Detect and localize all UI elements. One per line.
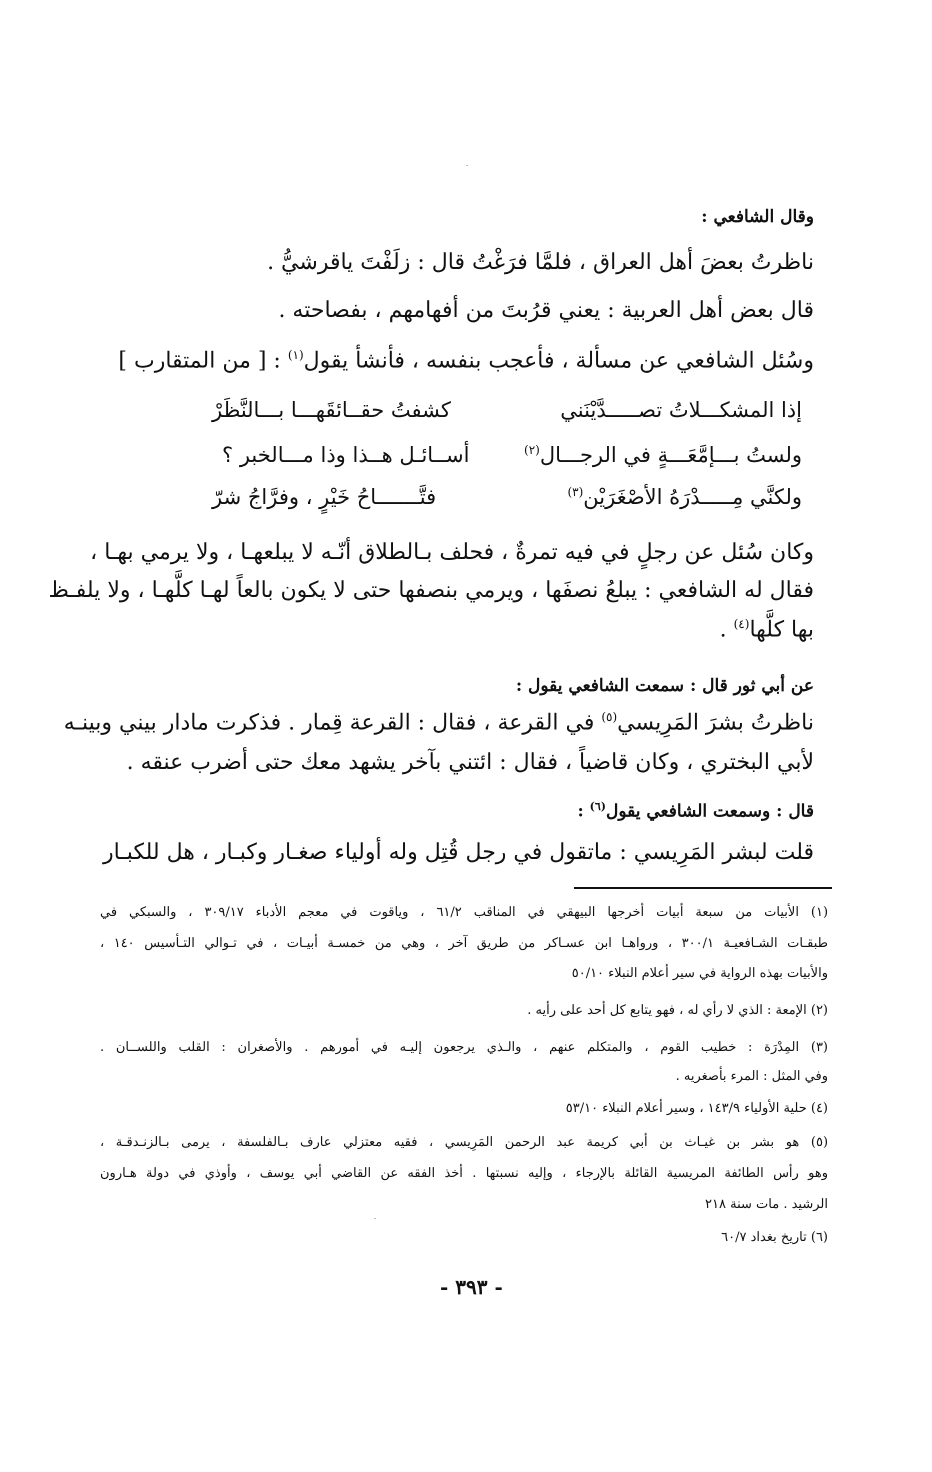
paragraph-text: : [ من المتقارب ] bbox=[118, 348, 288, 374]
footnote-ref: (٣) bbox=[567, 485, 584, 499]
verse-right bbox=[567, 485, 802, 509]
section-heading bbox=[577, 800, 814, 822]
verse-left: كشفتُ حقــائقَهـــا بـــالنَّظَرْ bbox=[212, 398, 451, 422]
page-number: - ٣٩٣ - bbox=[440, 1275, 503, 1299]
footnote-line: (٣) المِدْرَة : خطيب القوم ، والمتكلم عنهم ، والـذي يرجعون إليـه في أمورهم . والأصغران : القلب واللســان . bbox=[100, 1040, 828, 1055]
footnote-line: (٦) تاريخ بغداد ٦٠/٧ bbox=[721, 1230, 828, 1245]
footnote-line: طبقـات الشـافعيـة ٣٠٠/١ ، ورواهـا ابن عسـاكر من طريق آخر ، وهي من خمسـة أبيـات ، في تـوالي التـأسيس ١٤٠ ، bbox=[100, 936, 828, 951]
footnote-line: (٢) الإمعة : الذي لا رأي له ، فهو يتابع كل أحد على رأيه . bbox=[527, 1003, 828, 1018]
verse-right: إذا المشكـــلاتُ تصـــــدَّيْنَني bbox=[560, 398, 802, 422]
paragraph-line: وكان سُئل عن رجلٍ في فيه تمرةٌ ، فحلف بـالطلاق أنّـه لا يبلعهـا ، ولا يرمي بهـا ، bbox=[90, 540, 814, 565]
paragraph-line: لأبي البختري ، وكان قاضياً ، فقال : ائتني بآخر يشهد معك حتى أضرب عنقه . bbox=[126, 750, 814, 775]
footnote-ref: (٥) bbox=[601, 710, 618, 724]
footnote-line: (٥) هو بشر بن غيـاث بن أبي كريمة عبد الرحمن المَرِيسي ، فقيه معتزلي عارف بـالفلسفة ، يرمى بـالزنـدقـة ، bbox=[100, 1135, 829, 1150]
scan-speck bbox=[466, 165, 468, 166]
verse-text: ولكنَّي مِـــــدْرَهُ الأصْغَرَيْن bbox=[583, 485, 802, 509]
paragraph-text: وسُئل الشافعي عن مسألة ، فأعجب بنفسه ، فأنشأ يقول bbox=[303, 348, 814, 374]
verse-left: أســائـل هــذا وذا مـــالخبر ؟ bbox=[222, 443, 470, 467]
footnote-line: (١) الأبيات من سبعة أبيات أخرجها البيهقي في المناقب ٦١/٢ ، وياقوت في معجم الأدباء ٣٠٩/١٧ ، والسبكي في bbox=[100, 905, 829, 920]
verse-text: ولستُ بـــإمَّعَـــةٍ في الرجـــال bbox=[539, 443, 802, 467]
paragraph-line: قلت لبشر المَرِيسي : ماتقول في رجل قُتِل وله أولياء صغـار وكبـار ، هل للكبـار bbox=[103, 840, 814, 865]
paragraph-text: في القرعة ، فقال : القرعة قِمار . فذكرت مادار بيني وبينـه bbox=[63, 710, 602, 736]
paragraph: قال بعض أهل العربية : يعني قرُبتَ من أفهامهم ، بفصاحته . bbox=[278, 298, 814, 323]
verse-right bbox=[524, 443, 802, 467]
paragraph-line bbox=[63, 710, 814, 736]
footnote-ref: (٢) bbox=[524, 443, 540, 457]
paragraph-text: بها كلَّها bbox=[749, 617, 814, 643]
paragraph: ناظرتُ بعضَ أهل العراق ، فلمَّا فرَغْتُ قال : زلَفْتَ ياقرشيُّ . bbox=[267, 250, 814, 275]
footnote-separator bbox=[574, 887, 832, 889]
paragraph bbox=[118, 348, 814, 373]
paragraph-text: ناظرتُ بشرَ المَرِيسي bbox=[617, 710, 814, 736]
footnote-ref: (٤) bbox=[733, 617, 750, 631]
paragraph-line: فقال له الشافعي : يبلعُ نصفَها ، ويرمي بنصفها حتى لا يكون بالعاً لهـا كلَّهـا ، ولا يلفـظ bbox=[48, 578, 814, 603]
heading-text: قال : وسمعت الشافعي يقول bbox=[606, 801, 814, 822]
paragraph-text: . bbox=[719, 617, 734, 643]
footnote-line: (٤) حلية الأولياء ١٤٣/٩ ، وسير أعلام النبلاء ٥٣/١٠ bbox=[565, 1101, 828, 1116]
footnote-line: وفي المثل : المرء بأصغريه . bbox=[675, 1069, 828, 1084]
verse-left: فتَّـــــــاحُ خَيْرٍ ، وفرَّاجُ شرّ bbox=[212, 485, 437, 509]
paragraph-line bbox=[720, 617, 814, 642]
heading-text: : bbox=[577, 801, 590, 822]
footnote-line: والأبيات بهذه الرواية في سير أعلام النبلاء ٥٠/١٠ bbox=[571, 966, 828, 981]
footnote-ref: (١) bbox=[287, 348, 304, 362]
footnote-line: وهو رأس الطائفة المريسية القائلة بالإرجاء ، وإليه نسبتها . أخذ الفقه عن القاضي أبي يوسف ، وأوذي في دولة هـارون bbox=[100, 1166, 828, 1181]
footnote-ref: (٦) bbox=[589, 800, 606, 813]
section-heading: وقال الشافعي : bbox=[701, 207, 814, 227]
footnote-line: الرشيد . مات سنة ٢١٨ bbox=[705, 1197, 828, 1212]
section-heading: عن أبي ثور قال : سمعت الشافعي يقول : bbox=[515, 676, 814, 696]
scan-speck bbox=[374, 1218, 376, 1219]
